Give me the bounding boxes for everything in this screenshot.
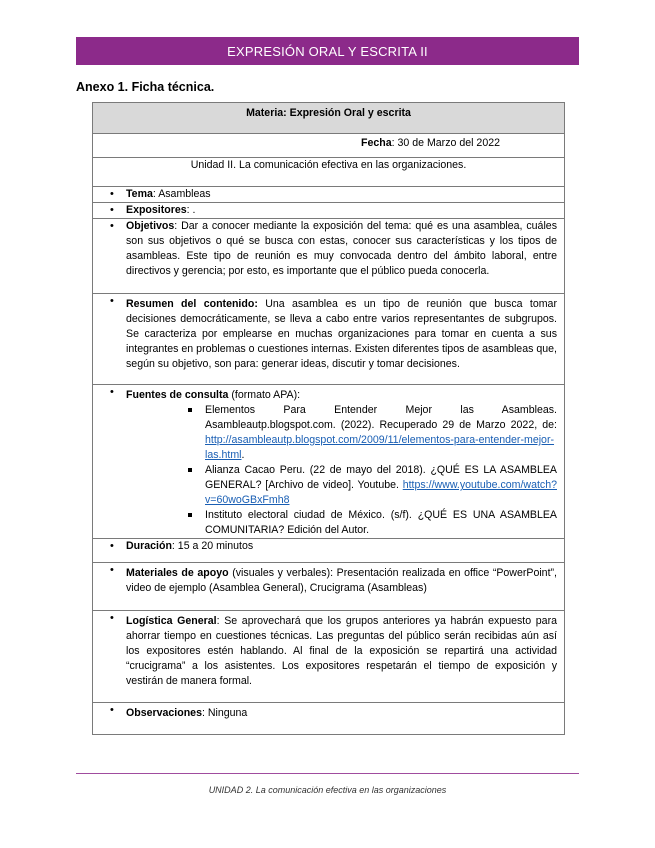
fuentes-value: (formato APA): [228, 389, 301, 401]
materiales-value: (visuales y verbales): Presentación realizada en office “PowerPoint”, video de ejemplo (Asamblea General), Crucigrama (Asambleas) [126, 567, 557, 594]
annex-title: Anexo 1. Ficha técnica. [76, 80, 215, 94]
fuentes-label: Fuentes de consulta [126, 389, 229, 401]
tema-cell [93, 187, 565, 203]
expositores-cell [93, 203, 565, 219]
logistica-label: Logística General [126, 615, 217, 627]
objetivos-cell [93, 219, 565, 294]
tema-value: : Asambleas [152, 188, 211, 200]
observaciones-value: : Ninguna [201, 707, 248, 719]
duracion-label: Duración [126, 540, 172, 552]
fecha-label: Fecha [361, 137, 392, 149]
objetivos-value: : Dar a conocer mediante la exposición del tema: qué es una asamblea, cuáles son sus objetivos o qué se busca con estas, conocer sus características y los tipos de asambleas. Este tipo de reunión es muy convocada dentro del ámbito laboral, entre directivos y gerencia; por esto, es importante que el público pueda conocerla. [126, 220, 557, 277]
page-footer: UNIDAD 2. La comunicación efectiva en las organizaciones [208, 785, 447, 795]
row-fecha [93, 134, 565, 158]
unidad-text: Unidad II. La comunicación efectiva en las organizaciones. [190, 159, 467, 171]
banner-title: EXPRESIÓN ORAL Y ESCRITA II [227, 43, 428, 59]
unidad-cell [93, 158, 565, 187]
observaciones-label: Observaciones [126, 707, 202, 719]
materiales-label: Materiales de apoyo [126, 567, 229, 579]
duracion-value: : 15 a 20 minutos [171, 540, 254, 552]
fuente-1-link[interactable]: http://asambleautp.blogspot.com/2009/11/elementos-para-entender-mejor-las.html [205, 434, 555, 461]
logistica-cell [93, 611, 565, 703]
footer-divider [76, 773, 579, 774]
fecha-value: : 30 de Marzo del 2022 [391, 137, 500, 149]
logistica-value: : Se aprovechará que los grupos anteriores ya habrán expuesto para ahorrar tiempo en cuestiones técnicas. Las preguntas del público serán recibidas aún así los expositores estén hablando. Al final de la exposición se repartirá una actividad “crucigrama” a los asistentes. Los expositores respetarán el tiempo de exposición y vestirán de manera formal. [126, 615, 557, 687]
fuente-1-after: . [241, 449, 245, 461]
fuente-1-text: Elementos Para Entender Mejor las Asambleas. Asambleautp.blogspot.com. (2022). Recuperado 29 de Marzo 2022, de: [205, 404, 557, 431]
materiales-cell [93, 563, 565, 611]
document-banner [76, 37, 579, 65]
fecha-cell [93, 134, 565, 158]
fuentes-heading [126, 388, 557, 403]
fuente-2-link[interactable]: https://www.youtube.com/watch?v=60woGBxFmh8 [205, 479, 557, 506]
row-unidad [93, 158, 565, 187]
fuente-3-text: Instituto electoral ciudad de México. (s/f). ¿QUÉ ES UNA ASAMBLEA COMUNITARIA? Edición del Autor. [205, 509, 557, 536]
resumen-label: Resumen del contenido: [126, 298, 258, 310]
row-duracion [93, 539, 565, 563]
fuentes-cell [93, 385, 565, 539]
materia-cell [93, 103, 565, 134]
resumen-value: Una asamblea es un tipo de reunión que busca tomar decisiones democráticamente, se lleva a cabo entre varios representantes de subgrupos. Se caracteriza por emplearse en muchas organizaciones para tomar en cuenta a sus integrantes en problemas o cuestiones internas. Existen diferentes tipos de asambleas que, según su objetivo, son para: generar ideas, discutir y tomar decisiones. [126, 298, 557, 370]
row-expositores [93, 203, 565, 219]
row-objetivos [93, 219, 565, 294]
ficha-tecnica-table [92, 102, 565, 735]
tema-label: Tema [126, 188, 153, 200]
row-resumen [93, 294, 565, 385]
objetivos-label: Objetivos [126, 220, 175, 232]
fuente-item-2 [93, 463, 557, 508]
row-observaciones [93, 703, 565, 735]
row-fuentes [93, 385, 565, 539]
row-materiales [93, 563, 565, 611]
expositores-label: Expositores [126, 204, 187, 216]
row-tema [93, 187, 565, 203]
materia-label: Materia: Expresión Oral y escrita [246, 107, 411, 119]
fuente-item-1 [93, 403, 557, 463]
expositores-value: : . [186, 204, 196, 216]
row-logistica [93, 611, 565, 703]
observaciones-cell [93, 703, 565, 735]
resumen-cell [93, 294, 565, 385]
fuente-2-text: Alianza Cacao Peru. (22 de mayo del 2018). ¿QUÉ ES LA ASAMBLEA GENERAL? [Archivo de video]. Youtube. [205, 464, 557, 491]
fuente-item-3 [93, 508, 557, 538]
row-materia [93, 103, 565, 134]
duracion-cell [93, 539, 565, 563]
